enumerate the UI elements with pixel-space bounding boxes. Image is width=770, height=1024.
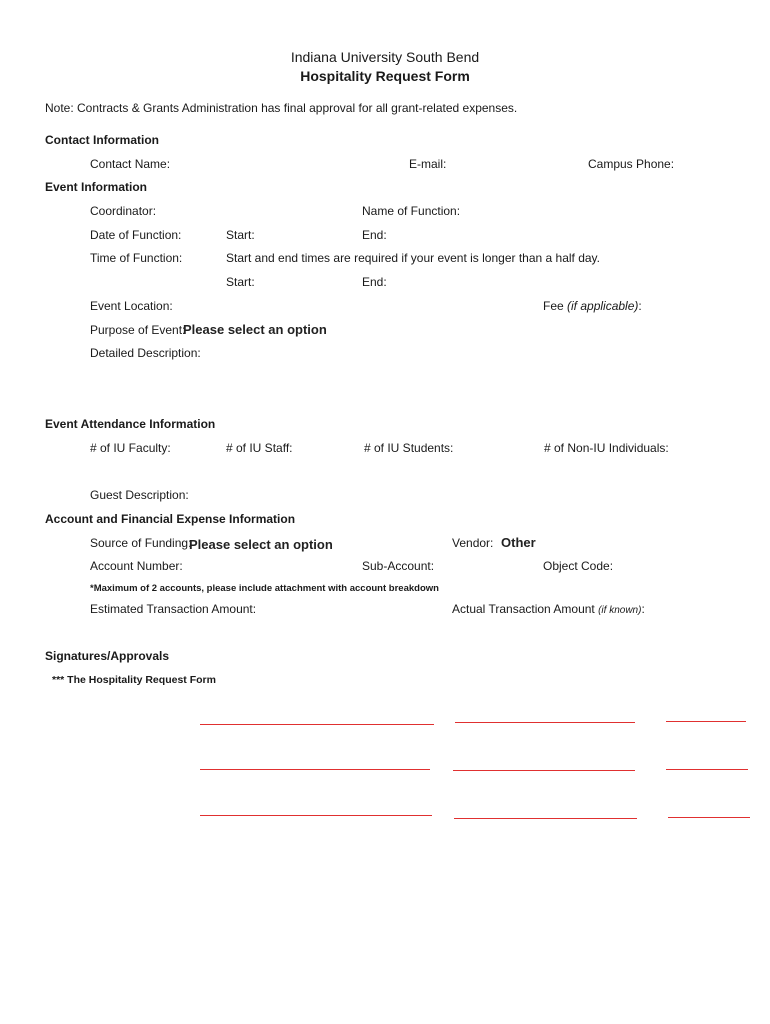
sub-account-label: Sub-Account: <box>362 559 435 573</box>
account-number-label: Account Number: <box>90 559 183 573</box>
faculty-count-label: # of IU Faculty: <box>90 441 171 455</box>
purpose-label: Purpose of Event: <box>90 323 186 337</box>
contact-section-heading: Contact Information <box>45 133 159 147</box>
date-start-label: Start: <box>226 228 255 242</box>
fee-label: Fee (if applicable): <box>543 299 642 313</box>
signatures-note: *** The Hospitality Request Form <box>52 674 216 686</box>
signature-date-line[interactable] <box>455 722 635 723</box>
actual-amount-label: Actual Transaction Amount (if known): <box>452 602 645 616</box>
attendance-section-heading: Event Attendance Information <box>45 417 216 431</box>
guest-description-label: Guest Description: <box>90 488 189 502</box>
form-title: Hospitality Request Form <box>300 68 470 84</box>
object-code-label: Object Code: <box>543 559 614 573</box>
detailed-description-label: Detailed Description: <box>90 346 201 360</box>
signature-date-line[interactable] <box>453 770 635 771</box>
signatures-section-heading: Signatures/Approvals <box>45 649 170 663</box>
date-end-label: End: <box>362 228 387 242</box>
estimated-amount-label: Estimated Transaction Amount: <box>90 602 257 616</box>
purpose-select[interactable]: Please select an option <box>183 322 327 337</box>
max-accounts-note: *Maximum of 2 accounts, please include attachment with account breakdown <box>90 583 439 594</box>
email-label: E-mail: <box>409 157 447 171</box>
contact-name-label: Contact Name: <box>90 157 171 171</box>
signature-extra-line[interactable] <box>666 721 746 722</box>
signature-extra-line[interactable] <box>666 769 748 770</box>
signature-date-line[interactable] <box>454 818 637 819</box>
approval-note: Note: Contracts & Grants Administration has final approval for all grant-related expenses. <box>45 101 518 115</box>
coordinator-label: Coordinator: <box>90 204 157 218</box>
signature-line[interactable] <box>200 815 432 816</box>
time-start-label: Start: <box>226 275 255 289</box>
account-section-heading: Account and Financial Expense Information <box>45 512 296 526</box>
students-count-label: # of IU Students: <box>364 441 454 455</box>
funding-source-label: Source of Funding: <box>90 536 192 550</box>
vendor-label: Vendor: <box>452 536 494 550</box>
function-name-label: Name of Function: <box>362 204 461 218</box>
university-name: Indiana University South Bend <box>290 49 480 65</box>
signature-line[interactable] <box>200 724 434 725</box>
non-iu-count-label: # of Non-IU Individuals: <box>544 441 669 455</box>
time-requirement-note: Start and end times are required if your event is longer than a half day. <box>226 251 600 265</box>
time-end-label: End: <box>362 275 387 289</box>
date-of-function-label: Date of Function: <box>90 228 182 242</box>
event-section-heading: Event Information <box>45 180 148 194</box>
funding-source-select[interactable]: Please select an option <box>189 537 333 552</box>
time-of-function-label: Time of Function: <box>90 251 183 265</box>
event-location-label: Event Location: <box>90 299 173 313</box>
campus-phone-label: Campus Phone: <box>588 157 675 171</box>
staff-count-label: # of IU Staff: <box>226 441 293 455</box>
signature-line[interactable] <box>200 769 430 770</box>
vendor-select[interactable]: Other <box>501 535 536 550</box>
signature-extra-line[interactable] <box>668 817 750 818</box>
